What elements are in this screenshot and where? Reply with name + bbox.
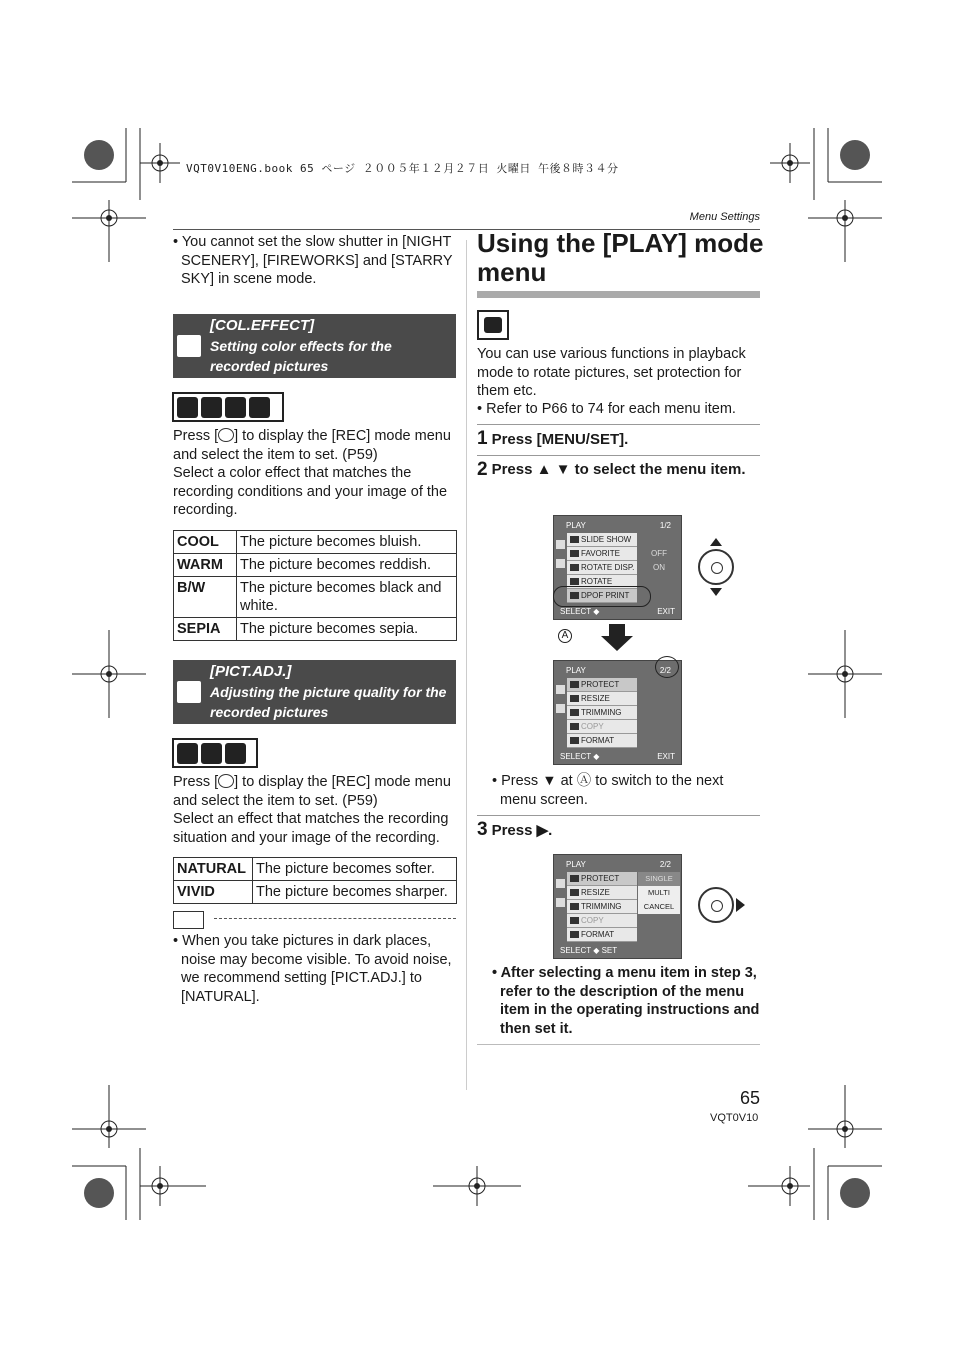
camera-mode-icon [177, 743, 198, 764]
play-menu-screen-1: PLAY 1/2 SLIDE SHOW FAVORITE ROTATE DISP. ROTATE DPOF PRINT OFF ON SELECT ◆ EXIT [553, 515, 682, 620]
table-row: NATURAL The picture becomes softer. [174, 858, 457, 881]
page-number: 65 [740, 1088, 761, 1108]
title-underline [477, 291, 760, 298]
rec-mode-icons [172, 738, 258, 768]
table-row: SEPIA The picture becomes sepia. [174, 618, 457, 641]
note-divider [214, 918, 456, 919]
wrench-icon [177, 681, 201, 703]
step-1: 1 Press [MENU/SET]. [477, 428, 629, 449]
bottom-divider [477, 1044, 760, 1045]
up-down-arrows-icon [696, 536, 736, 598]
pict-adj-table [173, 857, 457, 904]
dpad-right-icon [698, 887, 734, 923]
col-effect-title: [COL.EFFECT] [210, 317, 315, 334]
camera-mode-icon [177, 397, 198, 418]
dpof-highlight-ring [553, 586, 651, 607]
document-code: VQT0V10 [710, 1112, 759, 1124]
table-row: VIVID The picture becomes sharper. [174, 881, 457, 904]
menu-set-icon [218, 428, 234, 442]
table-row: COOL The picture becomes bluish. [174, 531, 457, 554]
callout-a: A [558, 629, 572, 643]
table-row: B/W The picture becomes black and white. [174, 577, 457, 618]
col-effect-table [173, 530, 457, 641]
macro-mode-icon [225, 743, 246, 764]
column-divider [466, 240, 467, 1090]
pict-adj-subtitle: Adjusting the picture quality for the recorded pictures [210, 684, 447, 720]
motion-picture-icon [249, 397, 270, 418]
next-screen-note: • Press ▼ at Ⓐ to switch to the next menu screen. [492, 773, 724, 808]
section-label: Menu Settings [689, 211, 760, 223]
note-icon [173, 911, 204, 929]
palette-icon [177, 335, 201, 357]
pict-adj-bar [173, 660, 456, 724]
step-divider [477, 455, 760, 456]
step-3: 3 Press ▶. [477, 819, 553, 840]
play-menu-screen-2: PLAY 2/2 PROTECT RESIZE TRIMMING COPY FORMAT SELECT ◆ EXIT [553, 660, 682, 765]
economy-mode-icon [201, 397, 222, 418]
economy-mode-icon [201, 743, 222, 764]
rec-mode-icons [172, 392, 284, 422]
step-2: 2 Press ▲ ▼ to select the menu item. [477, 459, 746, 480]
play-menu-intro: You can use various functions in playback mode to rotate pictures, set protection for them etc. [477, 346, 746, 399]
col-effect-bar [173, 314, 456, 378]
pict-adj-title: [PICT.ADJ.] [210, 663, 292, 680]
playback-mode-icon [477, 310, 509, 340]
play-menu-screen-3: PLAY 2/2 PROTECT RESIZE TRIMMING COPY FORMAT SINGLE MULTI CANCEL SELECT ◆ SET [553, 854, 682, 959]
file-header-line: VQT0V10ENG.book 65 ページ ２００５年１２月２７日 火曜日 午後８時３４分 [186, 162, 619, 175]
page-reference-note: • Refer to P66 to 74 for each menu item. [477, 401, 736, 417]
step-divider [477, 424, 760, 425]
col-effect-instructions: Press [ ] to display the [REC] mode menu and select the item to set. (P59) Select a color effect that matches the recording conditions and your image of the recording. [173, 428, 451, 518]
down-arrow-icon [600, 624, 634, 652]
page-title: Using the [PLAY] mode menu [477, 228, 764, 287]
macro-mode-icon [225, 397, 246, 418]
page-indicator-ring [655, 656, 679, 678]
table-row: WARM The picture becomes reddish. [174, 554, 457, 577]
slow-shutter-note: • You cannot set the slow shutter in [NIGHT SCENERY], [FIREWORKS] and [STARRY SKY] in scene mode. [173, 234, 453, 287]
menu-set-icon [218, 774, 234, 788]
col-effect-subtitle: Setting color effects for the recorded pictures [210, 338, 392, 374]
step-divider [477, 815, 760, 816]
pict-adj-instructions: Press [ ] to display the [REC] mode menu and select the item to set. (P59) Select an effect that matches the recording situation and your image of the recording. [173, 774, 451, 846]
dark-noise-note: • When you take pictures in dark places, noise may become visible. To avoid noise, we recommend setting [PICT.ADJ.] to [NATURAL]. [173, 933, 452, 1005]
final-instruction-note: • After selecting a menu item in step 3, refer to the description of the menu item in the operating instructions and then set it. [492, 965, 760, 1037]
right-arrow-icon [734, 897, 746, 913]
